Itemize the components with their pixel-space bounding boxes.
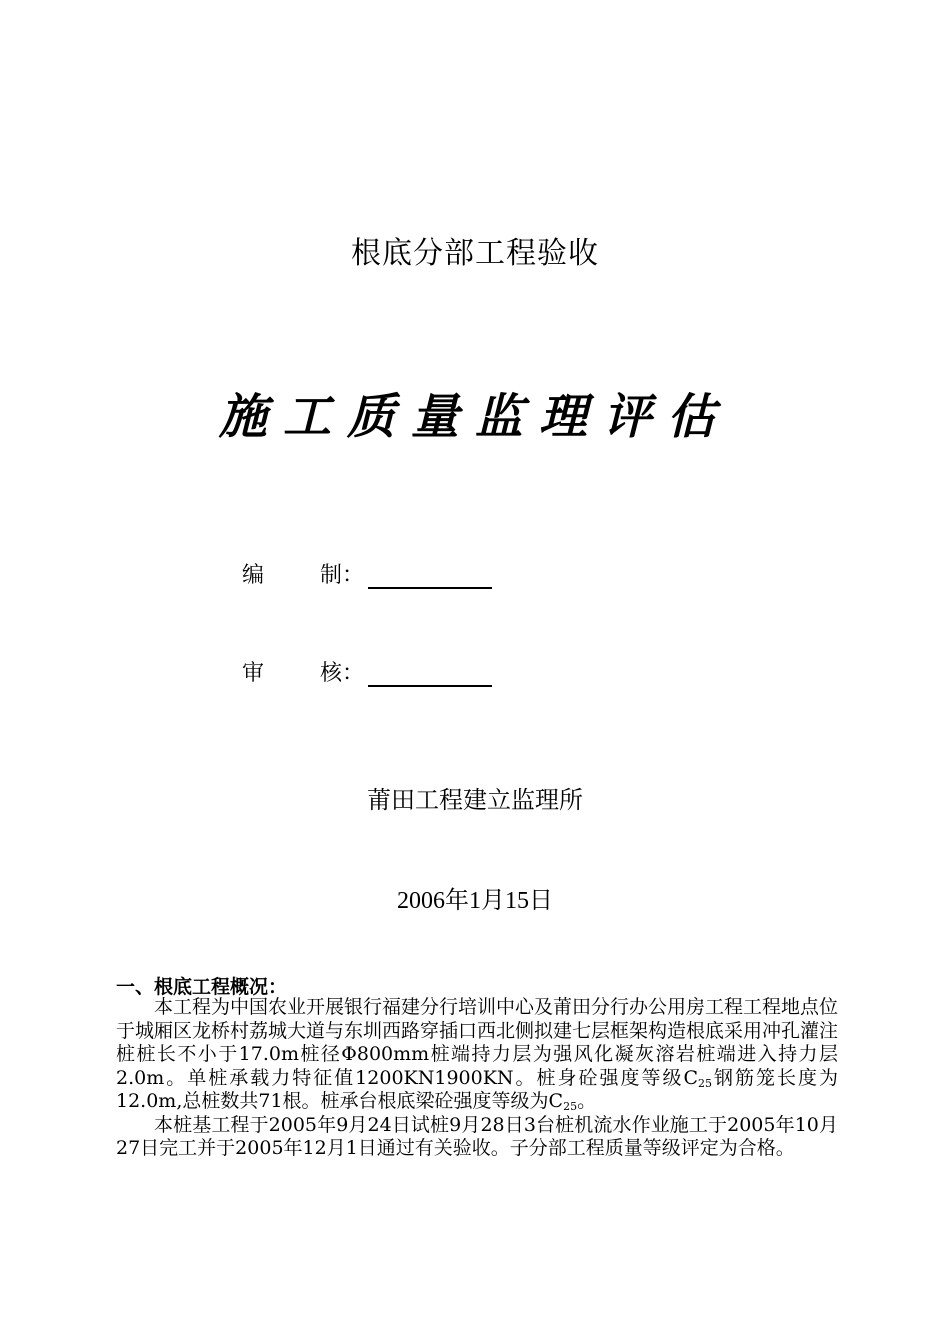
compile-label-b: 制：	[320, 563, 365, 588]
review-sign-row	[242, 656, 492, 687]
compile-label-a: 编	[242, 563, 265, 588]
document-subtitle: 根底分部工程验收	[351, 236, 599, 271]
compile-sign-row	[242, 558, 492, 589]
section-body	[116, 996, 838, 1161]
paragraph-overview-part2: 钢筋笼长度为12.0m,总桩数共71根。桩承台根底梁砼强度等级为C	[116, 1066, 838, 1112]
compile-signature-line	[368, 561, 492, 589]
document-title: 施工质量监理评估	[218, 389, 731, 445]
document-date: 2006年1月15日	[397, 888, 553, 914]
concrete-grade-sub-2: 25	[563, 1100, 578, 1113]
section-heading: 一、根底工程概况：	[116, 976, 288, 998]
paragraph-overview-part3: 。	[577, 1090, 597, 1112]
paragraph-overview-part1: 本工程为中国农业开展银行福建分行培训中心及莆田分行办公用房工程工程地点位于城厢区龙桥村荔城大道与东圳西路穿插口西北侧拟建七层框架构造根底采用冲孔灌注桩桩长不小于17.0m桩径Φ800mm桩端持力层为强风化凝灰溶岩桩端进入持力层2.0m。单桩承载力特征值1200KN1900KN。桩身砼强度等级C	[116, 996, 839, 1089]
review-label-b: 核：	[320, 661, 365, 686]
paragraph-schedule: 本桩基工程于2005年9月24日试桩9月28日3台桩机流水作业施工于2005年10月27日完工并于2005年12月1日通过有关验收。子分部工程质量等级评定为合格。	[116, 1113, 838, 1159]
paragraph-overview	[116, 996, 838, 1114]
concrete-grade-sub-1: 25	[698, 1076, 713, 1090]
review-label-a: 审	[242, 661, 265, 686]
organization-name: 莆田工程建立监理所	[367, 786, 583, 814]
review-signature-line	[368, 659, 492, 687]
